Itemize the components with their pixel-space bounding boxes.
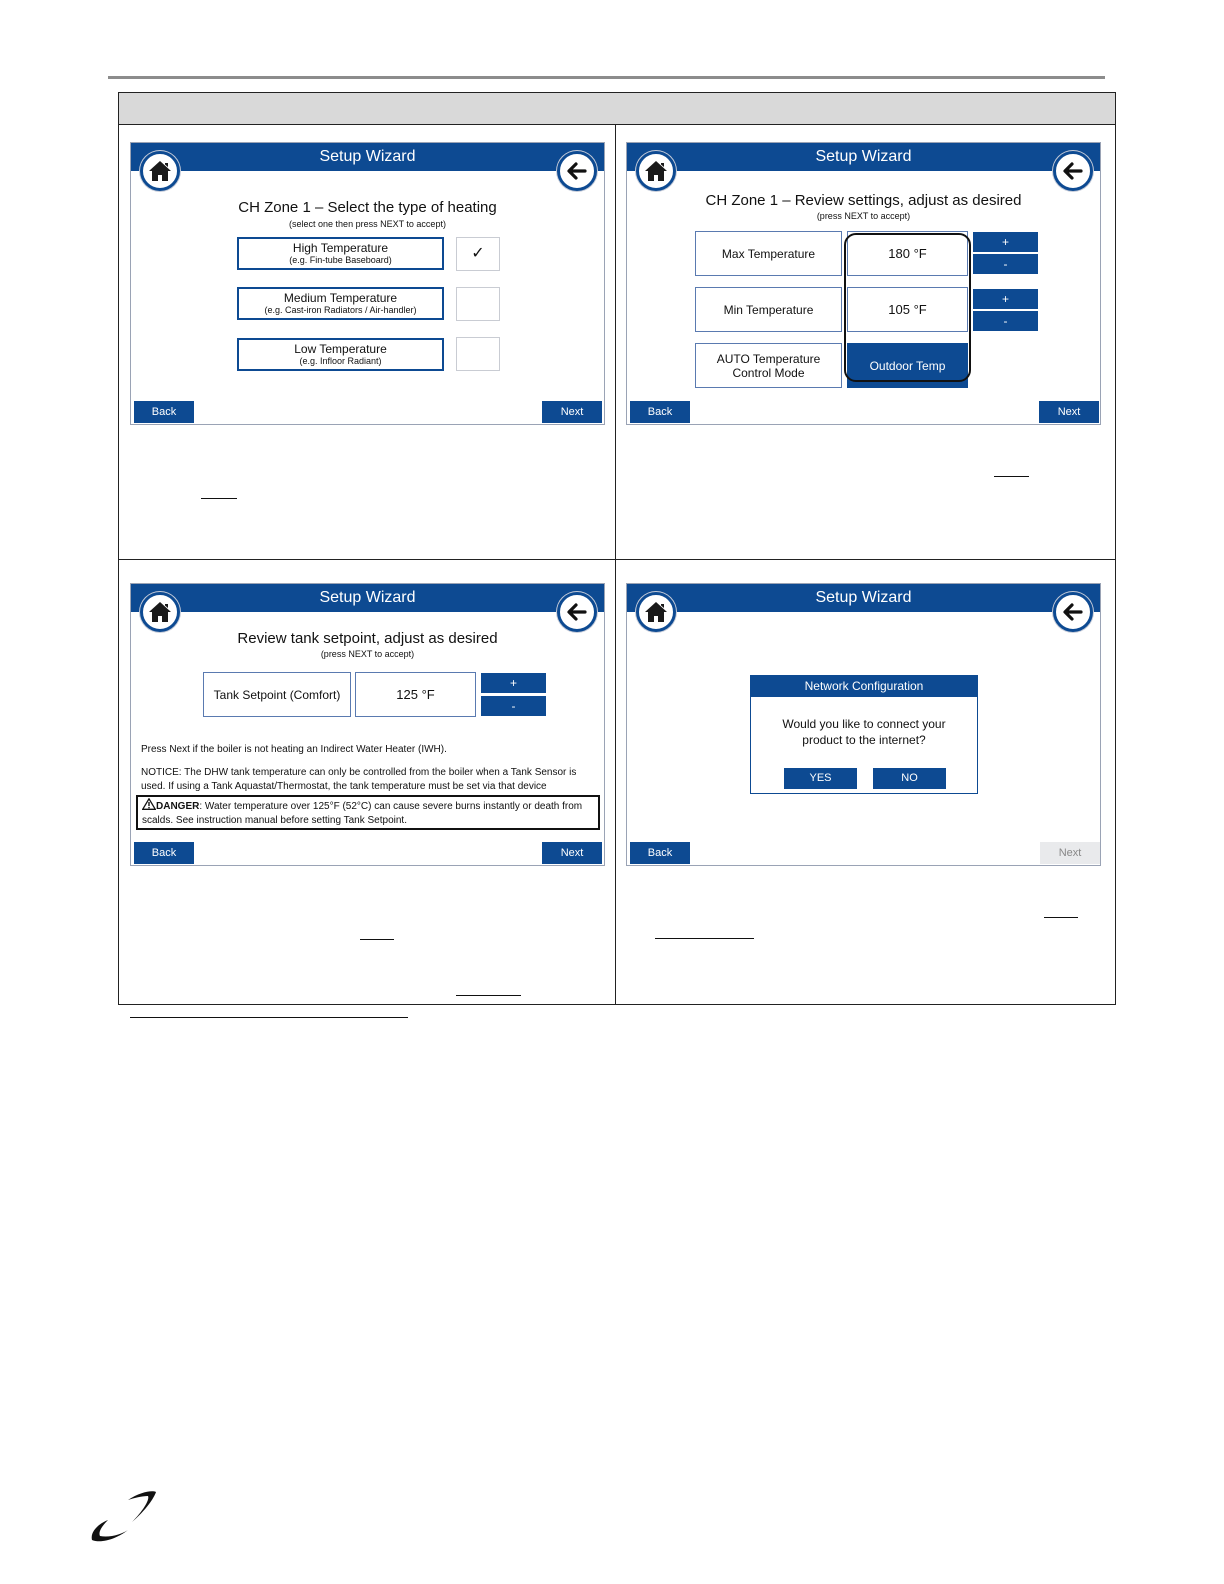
text-underline	[130, 1017, 408, 1018]
screen-heading: CH Zone 1 – Review settings, adjust as desired	[705, 192, 1022, 209]
screen-heating-type	[130, 142, 605, 425]
checkbox-low-temperature[interactable]	[456, 337, 500, 371]
screen-network-config	[626, 583, 1101, 866]
text-underline	[456, 995, 521, 996]
arrow-left-icon	[564, 599, 590, 625]
back-button[interactable]: Back	[630, 842, 690, 864]
control-mode-label-line2: Control Mode	[732, 365, 805, 380]
text-underline	[1044, 917, 1078, 918]
option-example: (e.g. Fin-tube Baseboard)	[289, 255, 392, 265]
min-temperature-plus-button[interactable]: +	[973, 289, 1038, 309]
option-low-temperature[interactable]	[237, 338, 444, 371]
text-underline	[655, 938, 754, 939]
screen-heading: Review tank setpoint, adjust as desired	[237, 630, 498, 647]
home-icon	[643, 599, 669, 625]
screen-title: Setup Wizard	[815, 148, 912, 165]
back-arrow-button[interactable]	[1053, 151, 1093, 191]
next-button[interactable]: Next	[542, 401, 602, 423]
min-temperature-value[interactable]: 105 °F	[847, 287, 968, 332]
text-underline	[360, 939, 394, 940]
max-temperature-label: Max Temperature	[695, 231, 842, 276]
screen-title-bar	[131, 143, 604, 171]
brand-swoosh-logo	[88, 1486, 160, 1544]
screen-title-bar	[627, 584, 1100, 612]
tank-setpoint-value[interactable]: 125 °F	[355, 672, 476, 717]
tank-setpoint-label: Tank Setpoint (Comfort)	[203, 672, 351, 717]
option-example: (e.g. Infloor Radiant)	[299, 356, 382, 366]
iwh-note: Press Next if the boiler is not heating an Indirect Water Heater (IWH).	[141, 744, 447, 755]
column-divider	[615, 124, 616, 1004]
home-icon	[147, 158, 173, 184]
arrow-left-icon	[564, 158, 590, 184]
max-temperature-value[interactable]: 180 °F	[847, 231, 968, 276]
screen-subheading: (press NEXT to accept)	[320, 649, 415, 659]
min-temperature-label: Min Temperature	[695, 287, 842, 332]
dialog-message-line1: Would you like to connect your	[782, 717, 946, 731]
network-configuration-dialog	[750, 675, 978, 794]
home-icon	[643, 158, 669, 184]
option-medium-temperature[interactable]	[237, 287, 444, 320]
control-mode-label-line1: AUTO Temperature	[716, 351, 821, 366]
tank-sensor-notice: NOTICE: The DHW tank temperature can only be controlled from the boiler when a Tank Sensor is used. If using a Tank Aquastat/Thermostat, the tank temperature must be set via that device	[141, 767, 577, 792]
screen-subheading: (press NEXT to accept)	[816, 211, 911, 221]
arrow-left-icon	[1060, 599, 1086, 625]
option-label: Medium Temperature	[283, 291, 398, 305]
screen-tank-setpoint	[130, 583, 605, 866]
next-button-disabled: Next	[1040, 842, 1100, 864]
dialog-title: Network Configuration	[751, 676, 977, 697]
header-rule	[108, 76, 1105, 79]
checkbox-medium-temperature[interactable]	[456, 287, 500, 321]
next-button[interactable]: Next	[542, 842, 602, 864]
next-button[interactable]: Next	[1039, 401, 1099, 423]
screen-title: Setup Wizard	[815, 589, 912, 606]
screen-subheading: (select one then press NEXT to accept)	[289, 219, 446, 229]
screen-title-bar	[131, 584, 604, 612]
back-button[interactable]: Back	[630, 401, 690, 423]
table-header-row	[119, 93, 1115, 125]
danger-warning-box	[136, 795, 600, 830]
tank-setpoint-plus-button[interactable]: +	[481, 673, 546, 693]
home-icon	[147, 599, 173, 625]
text-underline	[201, 498, 237, 499]
control-mode-label	[695, 343, 842, 388]
danger-label: DANGER	[156, 801, 200, 812]
max-temperature-minus-button[interactable]: -	[973, 254, 1038, 274]
back-arrow-button[interactable]	[1053, 592, 1093, 632]
row-divider	[119, 559, 1115, 560]
screen-title: Setup Wizard	[319, 589, 416, 606]
back-button[interactable]: Back	[134, 401, 194, 423]
callout-highlight	[844, 233, 971, 382]
back-arrow-button[interactable]	[557, 592, 597, 632]
option-label: High Temperature	[292, 241, 389, 255]
home-button[interactable]	[140, 151, 180, 191]
checkbox-high-temperature[interactable]	[456, 237, 500, 271]
dialog-message	[751, 716, 977, 748]
back-arrow-button[interactable]	[557, 151, 597, 191]
screen-heading: CH Zone 1 – Select the type of heating	[238, 199, 497, 216]
text-underline	[994, 476, 1029, 477]
min-temperature-minus-button[interactable]: -	[973, 311, 1038, 331]
home-button[interactable]	[140, 592, 180, 632]
control-mode-value[interactable]: Outdoor Temp	[847, 343, 968, 388]
dialog-message-line2: product to the internet?	[802, 733, 926, 747]
check-icon: ✓	[471, 245, 485, 262]
danger-text: : Water temperature over 125°F (52°C) can cause severe burns instantly or death from scalds. See instruction manual before setting Tank Setpoint.	[142, 801, 583, 826]
home-button[interactable]	[636, 592, 676, 632]
max-temperature-plus-button[interactable]: +	[973, 232, 1038, 252]
no-button[interactable]: NO	[873, 768, 946, 789]
screen-title-bar	[627, 143, 1100, 171]
option-example: (e.g. Cast-iron Radiators / Air-handler)	[264, 305, 417, 315]
yes-button[interactable]: YES	[784, 768, 857, 789]
option-high-temperature[interactable]	[237, 237, 444, 270]
screen-review-settings	[626, 142, 1101, 425]
warning-triangle-icon	[142, 798, 156, 810]
tank-setpoint-minus-button[interactable]: -	[481, 696, 546, 716]
home-button[interactable]	[636, 151, 676, 191]
screen-title: Setup Wizard	[319, 148, 416, 165]
option-label: Low Temperature	[294, 342, 387, 356]
back-button[interactable]: Back	[134, 842, 194, 864]
arrow-left-icon	[1060, 158, 1086, 184]
